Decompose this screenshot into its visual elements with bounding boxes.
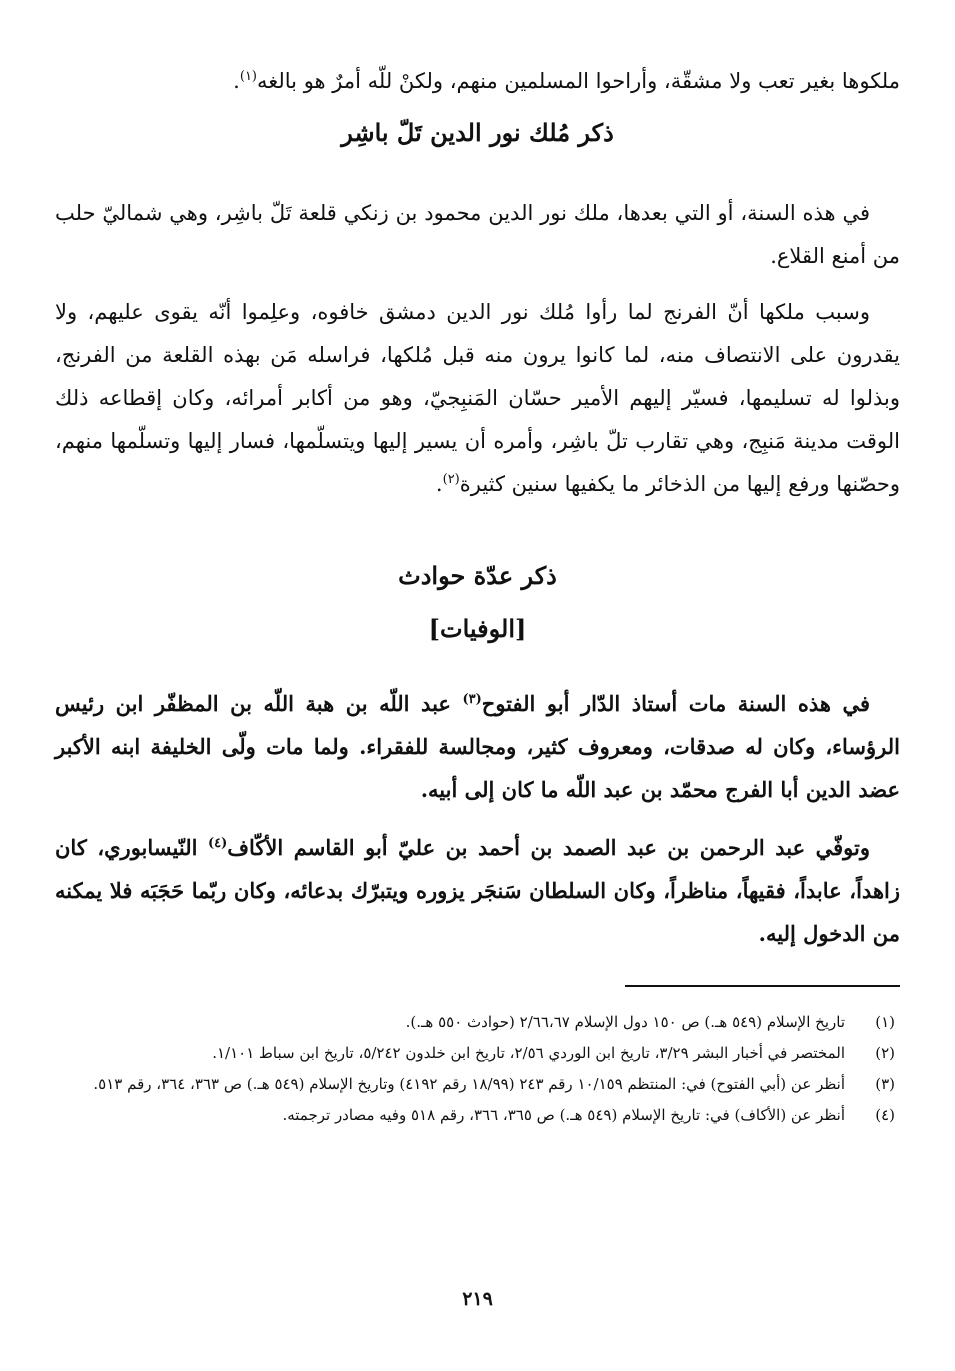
paragraph-1-text: في هذه السنة، أو التي بعدها، ملك نور الدين محمود بن زنكي قلعة تَلّ باشِر، وهي شماليّ حلب من أمنع القلاع. bbox=[55, 201, 900, 268]
footnote-3-text: أنظر عن (أبي الفتوح) في: المنتظم ١٠/١٥٩ رقم ٢٤٣ (١٨/٩٩ رقم ٤١٩٢) وتاريخ الإسلام (٥٤٩ هـ.) ص ٣٦٣، ٣٦٤، رقم ٥١٣. bbox=[93, 1075, 845, 1093]
footnote-1-text: تاريخ الإسلام (٥٤٩ هـ.) ص ١٥٠ دول الإسلام ٢/٦٦،٦٧ (حوادث ٥٥٠ هـ.). bbox=[405, 1013, 845, 1031]
paragraph-4-rest: النّيسابوري، كان زاهداً، عابداً، فقيهاً، مناظراً، وكان السلطان سَنجَر يزوره ويتبرّك بدعائه، وكان ربّما حَجَبَه فلا يمكنه من الدخول إليه. bbox=[55, 835, 900, 946]
opening-paragraph bbox=[55, 60, 900, 103]
footnote-4-text: أنظر عن (الأكاف) في: تاريخ الإسلام (٥٤٩ هـ.) ص ٣٦٥، ٣٦٦، رقم ٥١٨ وفيه مصادر ترجمته. bbox=[282, 1106, 845, 1124]
opening-line-text: ملكوها بغير تعب ولا مشقّة، وأراحوا المسلمين منهم، ولكنْ للّه أمرٌ هو بالغه bbox=[257, 69, 900, 93]
footnote-ref-1: (١) bbox=[239, 69, 257, 84]
page-number: ٢١٩ bbox=[462, 1288, 493, 1310]
section-heading-events: ذكر عدّة حوادث bbox=[398, 561, 557, 590]
paragraph-3-text bbox=[55, 682, 900, 811]
opening-line bbox=[55, 60, 900, 103]
section-heading-tal-bashir: ذكر مُلك نور الدين تَلّ باشِر bbox=[341, 118, 614, 147]
paragraph-3-rest: عبد اللّه بن هبة اللّه بن المظفّر ابن رئيس الرؤساء، وكان له صدقات، ومعروف كثير، ومجالسة للفقراء. ولما مات ولّى الخليفة ابنه الأكبر عضد الدين أبا الفرج محمّد بن عبد اللّه ما كان إلى أبيه. bbox=[55, 691, 900, 802]
paragraph-2-body: وسبب ملكها أنّ الفرنج لما رأوا مُلك نور الدين دمشق خافوه، وعلِموا أنّه يقوى عليهم، ولا يقدرون على الانتصاف منه، لما كانوا يرون منه قبل مُلكها، فراسله مَن بهذه القلعة من الفرنج، وبذلوا له تسليمها، فسيّر إليهم الأمير حسّان المَنبِجيّ، وهو من أكابر أمرائه، وكان إقطاعه ذلك الوقت مدينة مَنبِج، وهي تقارب تلّ باشِر، وأمره أن يسير إليها ويتسلّمها، فسار إليها وتسلّمها منهم، وحصّنها ورفع إليها من الذخائر ما يكفيها سنين كثيرة bbox=[55, 300, 900, 496]
footnote-4-number: (٤) bbox=[875, 1106, 895, 1124]
section-heading-deaths: [الوفيات] bbox=[428, 614, 527, 643]
footnote-3 bbox=[60, 1070, 895, 1099]
footnote-3-number: (٣) bbox=[875, 1075, 895, 1093]
opening-line-end: . bbox=[233, 69, 240, 93]
paragraph-4-text bbox=[55, 826, 900, 955]
paragraph-2-end: . bbox=[435, 472, 443, 496]
footnote-2 bbox=[60, 1039, 895, 1068]
paragraph-2 bbox=[55, 291, 900, 506]
footnote-ref-3: (٣) bbox=[462, 692, 482, 707]
footnote-2-text: المختصر في أخبار البشر ٣/٢٩، تاريخ ابن الوردي ٢/٥٦، تاريخ ابن خلدون ٥/٢٤٢، تاريخ ابن سباط ١/١٠١. bbox=[212, 1044, 845, 1062]
paragraph-2-text bbox=[55, 291, 900, 506]
footnote-ref-2: (٢) bbox=[442, 472, 460, 487]
footnote-separator bbox=[625, 985, 900, 987]
footnotes bbox=[60, 1008, 895, 1132]
footnote-2-number: (٢) bbox=[875, 1044, 895, 1062]
footnote-1 bbox=[60, 1008, 895, 1037]
paragraph-1 bbox=[55, 192, 900, 278]
paragraph-3 bbox=[55, 682, 900, 811]
paragraph-4 bbox=[55, 826, 900, 955]
footnote-4 bbox=[60, 1101, 895, 1130]
paragraph-4-start: وتوفّي عبد الرحمن بن عبد الصمد بن أحمد بن عليّ أبو القاسم الأكّاف bbox=[227, 835, 870, 860]
footnote-ref-4: (٤) bbox=[207, 836, 228, 851]
paragraph-3-start: في هذه السنة مات أستاذ الدّار أبو الفتوح bbox=[481, 691, 871, 716]
footnote-1-number: (١) bbox=[875, 1013, 895, 1031]
